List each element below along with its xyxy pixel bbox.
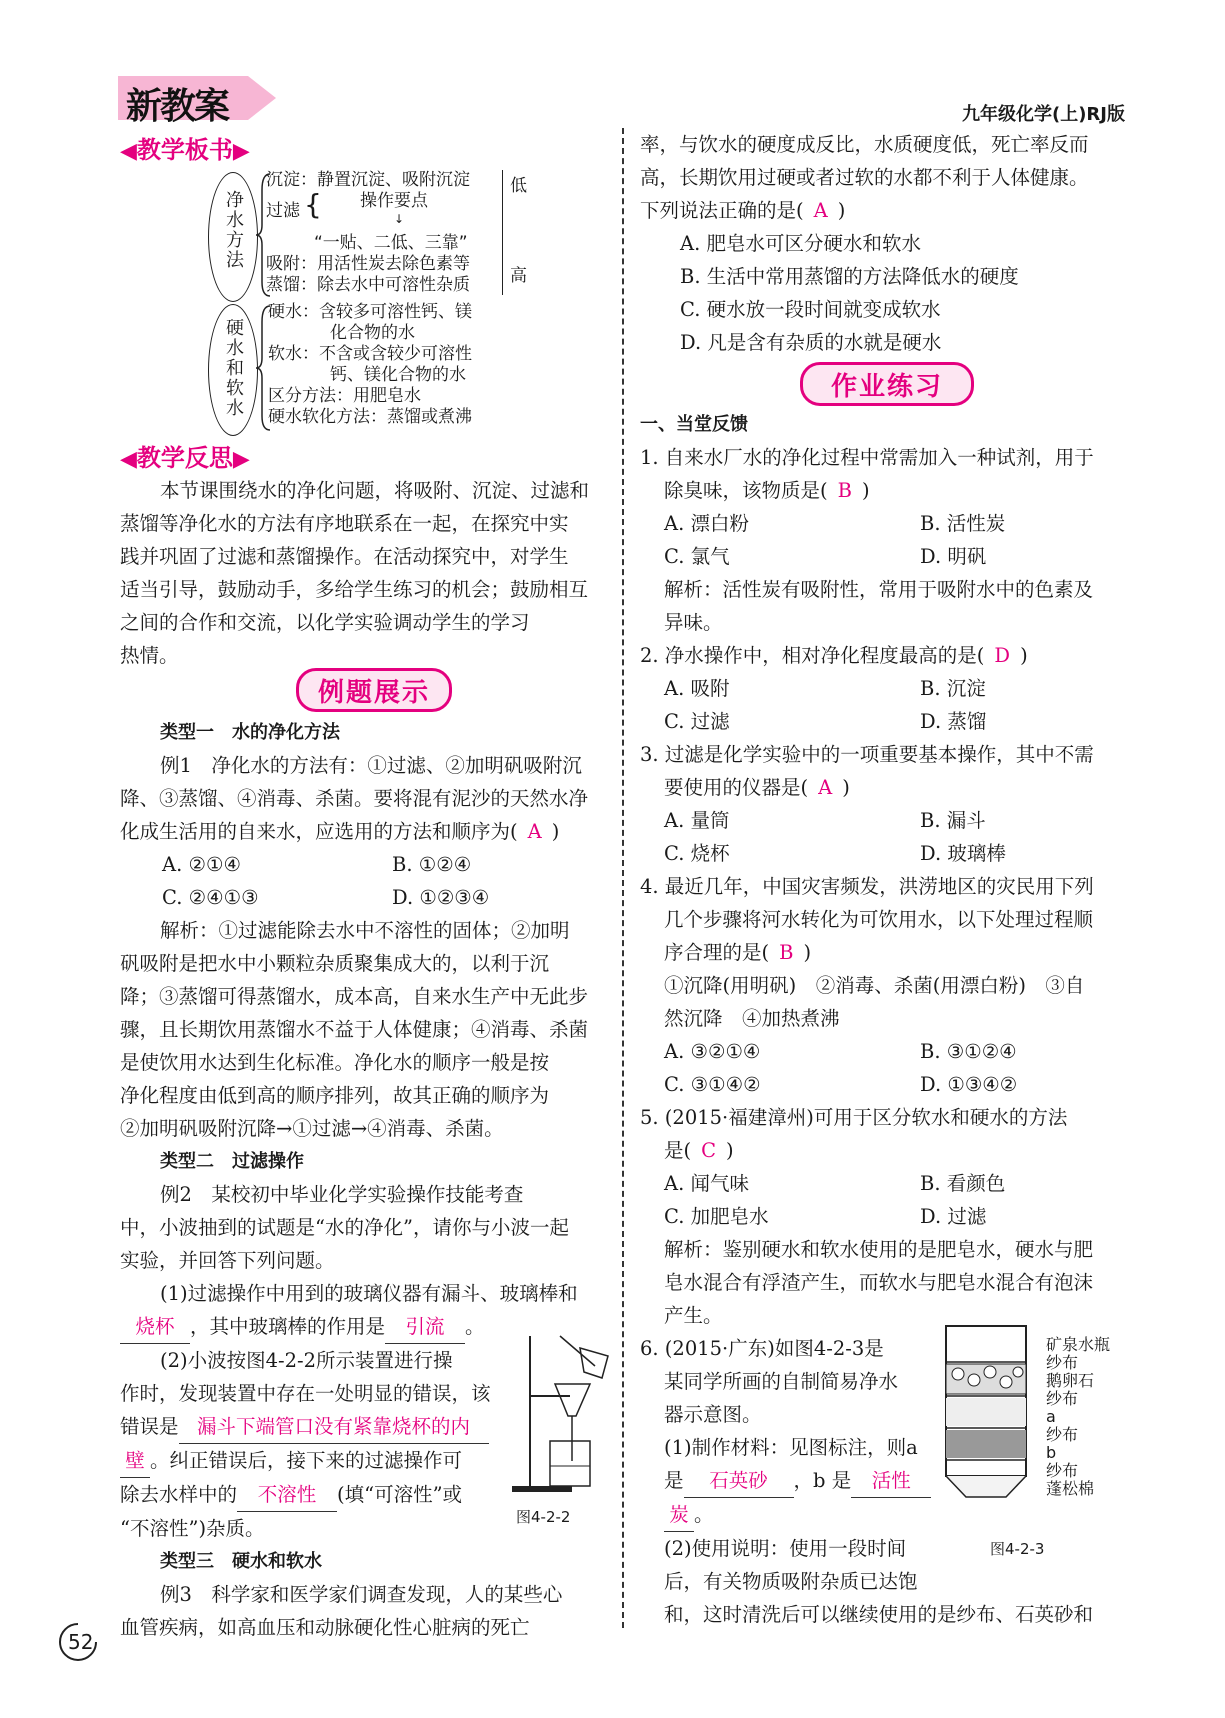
text-line: 例2 某校初中毕业化学实验操作技能考查	[160, 1183, 524, 1206]
option: D. 蒸馏	[920, 710, 987, 733]
text-line: 。	[694, 1503, 714, 1526]
board-item: “一贴、二低、三靠”	[314, 233, 468, 253]
text-line: 皂水混合有浮渣产生，而软水与肥皂水混合有泡沫	[664, 1271, 1094, 1294]
ex1-answer: A	[527, 820, 542, 843]
text-line: )	[551, 820, 560, 843]
text-line: 是	[664, 1469, 684, 1492]
ex2-answer-3: 漏斗下端管口没有紧靠烧杯的内	[179, 1410, 489, 1444]
board-item: 硬水：含较多可溶性钙、镁	[268, 302, 472, 322]
board-item: 硬水软化方法：蒸馏或煮沸	[268, 407, 472, 427]
q5-question: 是( C )	[664, 1139, 734, 1162]
text-line: 血管疾病，如高血压和动脉硬化性心脏病的死亡	[120, 1616, 530, 1639]
option: D. 明矾	[920, 545, 987, 568]
text-line: 本节课围绕水的净化问题，将吸附、沉淀、过滤和	[160, 479, 590, 502]
text-line: ①沉降(用明矾) ②消毒、杀菌(用漂白粉) ③自	[664, 974, 1085, 997]
fig3-labels	[1046, 1336, 1146, 1498]
text-line: 矾吸附是把水中小颗粒杂质聚集成大的，以利于沉	[120, 952, 550, 975]
text-line: 3. 过滤是化学实验中的一项重要基本操作，其中不需	[640, 743, 1094, 766]
text-line: 。	[465, 1315, 485, 1338]
ex1-question	[120, 815, 610, 848]
text-line: )	[837, 199, 846, 222]
text-line: 实验，并回答下列问题。	[120, 1249, 335, 1272]
text-line: 5. (2015·福建漳州)可用于区分软水和硬水的方法	[640, 1106, 1068, 1129]
reflection-heading	[120, 438, 250, 473]
fig3-label: b	[1046, 1443, 1057, 1462]
text-line: 例3 科学家和医学家们调查发现，人的某些心	[160, 1583, 563, 1606]
option: D. 凡是含有杂质的水就是硬水	[680, 331, 942, 354]
group2-items	[268, 302, 518, 428]
option: C. 过滤	[664, 710, 730, 733]
text-line: 。纠正错误后，接下来的过滤操作可	[150, 1449, 463, 1472]
logo	[118, 74, 278, 127]
text-line: (2)使用说明：使用一段时间	[664, 1537, 907, 1560]
group1-label: 净水方法	[223, 190, 244, 270]
text-line: “不溶性”)杂质。	[120, 1517, 265, 1540]
board-item: 区分方法：用肥皂水	[268, 386, 421, 406]
text-line: 中，小波抽到的试题是“水的净化”，请你与小波一起	[120, 1216, 569, 1239]
q5-answer: C	[701, 1139, 717, 1162]
ex2-answer-1: 烧杯	[120, 1310, 190, 1344]
text-line: 净化程度由低到高的顺序排列，故其正确的顺序为	[120, 1084, 550, 1107]
text-line: 是(	[664, 1139, 692, 1162]
q3-options	[640, 804, 1140, 870]
option: C. ②④①③	[162, 886, 259, 909]
text-line: 产生。	[664, 1304, 723, 1327]
option: C. ③①④②	[664, 1073, 761, 1096]
text-line: 然沉降 ④加热煮沸	[664, 1007, 840, 1030]
water-filter-figure	[936, 1322, 1046, 1512]
fig3-label: 鹅卵石	[1046, 1371, 1095, 1390]
text-line: 解析：①过滤能除去水中不溶性的固体；②加明	[160, 919, 570, 942]
option: A. 吸附	[664, 677, 730, 700]
text-line: 之间的合作和交流，以化学实验调动学生的学习	[120, 611, 530, 634]
text-line: 率，与饮水的硬度成反比，水质硬度低，死亡率反而	[640, 133, 1089, 156]
q4-options	[640, 1035, 1140, 1101]
option: A. 闻气味	[664, 1172, 749, 1195]
q2-options	[640, 672, 1140, 738]
text-line: ，其中玻璃棒的作用是	[190, 1315, 386, 1338]
scale-line	[502, 170, 504, 295]
examples-title: 例题展示	[296, 668, 452, 712]
q2-question: 2. 净水操作中，相对净化程度最高的是( D )	[640, 644, 1028, 667]
option: B. 漏斗	[920, 809, 986, 832]
option: C. 硬水放一段时间就变成软水	[680, 298, 941, 321]
q5-options	[640, 1167, 1140, 1233]
page-number-text: 52	[68, 1630, 94, 1654]
text-line: 和，这时清洗后可以继续使用的是纱布、石英砂和	[664, 1603, 1094, 1626]
q2-answer: D	[994, 644, 1011, 667]
text-line: 降、③蒸馏、④消毒、杀菌。要将混有泥沙的天然水净	[120, 787, 589, 810]
option: A. 量筒	[664, 809, 730, 832]
text-line: 要使用的仪器是(	[664, 776, 809, 799]
board-item: 操作要点	[360, 191, 428, 211]
examples-block	[120, 716, 610, 1644]
option: B. ③①②④	[920, 1040, 1017, 1063]
ex2-answer-3b: 壁	[120, 1444, 150, 1478]
board-item: 钙、镁化合物的水	[330, 365, 466, 385]
option: D. ①③④②	[920, 1073, 1018, 1096]
page-number	[62, 1630, 94, 1654]
text-line: 热情。	[120, 644, 179, 667]
board-oval-2	[208, 304, 258, 434]
option: A. ③②①④	[664, 1040, 761, 1063]
text-line: 除去水样中的	[120, 1483, 238, 1506]
column-divider	[622, 128, 624, 1628]
ex1-options	[120, 848, 610, 914]
text-line: 降；③蒸馏可得蒸馏水，成本高，自来水生产中无此步	[120, 985, 589, 1008]
option: D. 过滤	[920, 1205, 987, 1228]
board-item: 软水：不含或含较少可溶性	[268, 344, 472, 364]
group2-label: 硬水和软水	[223, 318, 244, 418]
text-line: 器示意图。	[664, 1403, 762, 1426]
option: C. 氯气	[664, 545, 730, 568]
board-item: 过滤	[266, 201, 300, 221]
option: A. ②①④	[162, 853, 241, 876]
board-item: 沉淀：静置沉淀、吸附沉淀	[266, 170, 470, 190]
option: D. ①②③④	[392, 886, 490, 909]
text-line: 4. 最近几年，中国灾害频发，洪涝地区的灾民用下列	[640, 875, 1094, 898]
board-item: 蒸馏：除去水中可溶性杂质	[266, 275, 470, 295]
option: B. 生活中常用蒸馏的方法降低水的硬度	[680, 265, 1019, 288]
text-line: 蒸馏等净化水的方法有序地联系在一起，在探究中实	[120, 512, 569, 535]
q4-answer: B	[779, 941, 794, 964]
text-line: ，b 是	[793, 1469, 852, 1492]
q1-options	[640, 507, 1140, 573]
text-line: 化成生活用的自来水，应选用的方法和顺序为(	[120, 820, 518, 843]
option: C. 烧杯	[664, 842, 730, 865]
filtration-apparatus-figure	[510, 1326, 610, 1501]
option: B. 活性炭	[920, 512, 1006, 535]
group1-items: 沉淀：静置沉淀、吸附沉淀 过滤 { 操作要点 ↓ “一贴、二低、三靠” 吸附：用活性炭去除色素等 蒸馏：除去水中可溶性杂质	[266, 170, 496, 296]
right-top	[640, 128, 1140, 359]
fig3-label: 纱布	[1046, 1389, 1079, 1408]
text-line: 除臭味，该物质是(	[664, 479, 828, 502]
low-label: 低	[510, 176, 527, 196]
text-line: 6. (2015·广东)如图4-2-3是	[640, 1337, 884, 1360]
text-line: 例1 净化水的方法有：①过滤、②加明矾吸附沉	[160, 754, 582, 777]
type2-heading: 类型二 过滤操作	[160, 1151, 304, 1172]
reflection-text	[120, 474, 610, 672]
text-line: (1)制作材料：见图标注，则a	[664, 1436, 918, 1459]
text-line: (2)小波按图4-2-2所示装置进行操	[160, 1349, 453, 1372]
text-line: 下列说法正确的是(	[640, 199, 804, 222]
section1-heading: 一、当堂反馈	[640, 414, 748, 435]
option: D. 玻璃棒	[920, 842, 1006, 865]
ex2-answer-2: 引流	[385, 1310, 465, 1344]
q3-question: 要使用的仪器是( A )	[664, 776, 850, 799]
fig3-label: 纱布	[1046, 1353, 1079, 1372]
text-line: 错误是	[120, 1415, 179, 1438]
text-line: 作时，发现装置中存在一处明显的错误，该	[120, 1382, 491, 1405]
fig3-label: 矿泉水瓶	[1046, 1335, 1111, 1354]
text-line: 1. 自来水厂水的净化过程中常需加入一种试剂，用于	[640, 446, 1094, 469]
text-line: 几个步骤将河水转化为可饮用水，以下处理过程顺	[664, 908, 1094, 931]
fig3-label: 纱布	[1046, 1425, 1079, 1444]
text-line: 适当引导，鼓励动手，多给学生练习的机会；鼓励相互	[120, 578, 589, 601]
fig3-label: a	[1046, 1407, 1056, 1426]
text-line: 践并巩固了过滤和蒸馏操作。在活动探究中，对学生	[120, 545, 569, 568]
text-line: (1)过滤操作中用到的玻璃仪器有漏斗、玻璃棒和	[160, 1282, 578, 1305]
board-heading	[120, 130, 250, 165]
option: C. 加肥皂水	[664, 1205, 769, 1228]
q3-answer: A	[818, 776, 833, 799]
ex3-answer: A	[813, 199, 828, 222]
ex3-question	[640, 194, 1140, 227]
fig3-label: 蓬松棉	[1046, 1479, 1095, 1498]
fig3-label: 纱布	[1046, 1461, 1079, 1480]
option: A. 肥皂水可区分硬水和软水	[680, 232, 921, 255]
text-line: 高，长期饮用过硬或者过软的水都不利于人体健康。	[640, 166, 1089, 189]
text-line: (填“可溶性”或	[337, 1483, 463, 1506]
board-item: 化合物的水	[330, 323, 415, 343]
grade-label: 九年级化学(上)RJ版	[961, 104, 1125, 125]
option: B. ①②④	[392, 853, 472, 876]
ex2-answer-4: 不溶性	[237, 1478, 337, 1512]
board-title: 教学板书	[136, 136, 233, 164]
homework-title: 作业练习	[800, 362, 974, 406]
option: B. 沉淀	[920, 677, 986, 700]
triangle-left-icon: ◀	[120, 139, 137, 164]
q6-answer-b2: 炭	[664, 1498, 694, 1532]
text-line: ②加明矾吸附沉降→①过滤→④消毒、杀菌。	[120, 1117, 504, 1140]
type1-heading: 类型一 水的净化方法	[160, 722, 340, 743]
text-line: 后，有关物质吸附杂质已达饱	[664, 1570, 918, 1593]
logo-text: 新教案	[126, 86, 229, 127]
text-line: 解析：鉴别硬水和软水使用的是肥皂水，硬水与肥	[664, 1238, 1094, 1261]
high-label: 高	[510, 266, 527, 286]
triangle-right-icon: ▶	[232, 139, 250, 164]
text-line: 2. 净水操作中，相对净化程度最高的是(	[640, 644, 985, 667]
text-line: 异味。	[664, 611, 723, 634]
text-line: 是使饮用水达到生化标准。净化水的顺序一般是按	[120, 1051, 550, 1074]
q6-answers-cont	[640, 1498, 1140, 1532]
fig2-caption: 图4-2-2	[516, 1508, 571, 1526]
text-line: 解析：活性炭有吸附性，常用于吸附水中的色素及	[664, 578, 1094, 601]
q6-answer-a: 石英砂	[684, 1464, 794, 1498]
triangle-right-icon: ▶	[232, 447, 250, 472]
text-line: 序合理的是(	[664, 941, 770, 964]
q4-question: 序合理的是( B )	[664, 941, 812, 964]
text-line: 骤，且长期饮用蒸馏水不益于人体健康；④消毒、杀菌	[120, 1018, 589, 1041]
q1-question: 除臭味，该物质是( B )	[664, 479, 870, 502]
reflection-title: 教学反思	[136, 444, 233, 472]
fig3-caption: 图4-2-3	[990, 1540, 1045, 1558]
type3-heading: 类型三 硬水和软水	[160, 1551, 322, 1572]
option: B. 看颜色	[920, 1172, 1006, 1195]
text-line: 某同学所画的自制简易净水	[664, 1370, 899, 1393]
triangle-left-icon: ◀	[120, 447, 137, 472]
board-oval-1	[208, 172, 258, 300]
board-item: 吸附：用活性炭去除色素等	[266, 254, 470, 274]
option: A. 漂白粉	[664, 512, 749, 535]
q6-answer-b: 活性	[851, 1464, 931, 1498]
q1-answer: B	[837, 479, 852, 502]
